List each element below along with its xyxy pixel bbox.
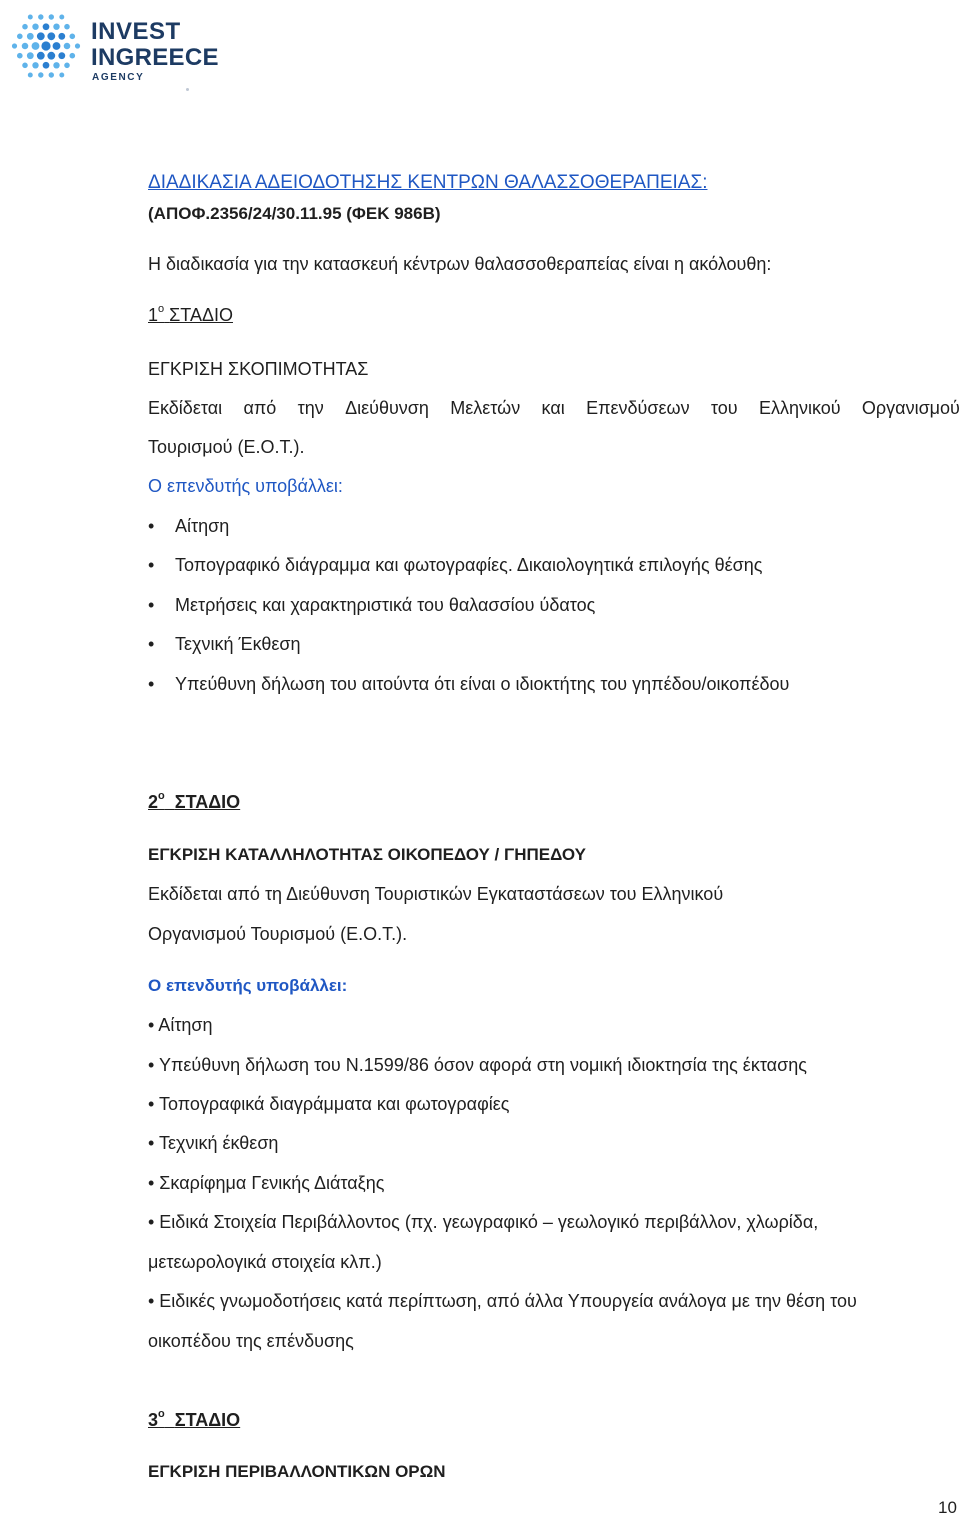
logo-dot-mark — [75, 43, 80, 48]
logo-decor-dot — [186, 88, 189, 91]
stage-1-description-line-1 — [148, 396, 960, 420]
logo-dot-mark — [27, 52, 34, 59]
logo-dot-mark — [37, 32, 45, 40]
stage-1-list-item — [148, 593, 595, 617]
logo-dot-mark — [28, 73, 33, 78]
logo-dot-mark — [59, 15, 64, 20]
list-item-text: Τοπογραφικό διάγραμμα και φωτογραφίες. Δικαιολογητικά επιλογής θέσης — [175, 555, 763, 575]
stage-2-heading — [148, 790, 240, 814]
logo-dot-mark — [69, 53, 75, 59]
list-item-text: Αίτηση — [175, 516, 230, 536]
logo-dot-mark — [53, 24, 59, 30]
logo-dot-mark — [58, 33, 65, 40]
stage-2-list-item: • Ειδικές γνωμοδοτήσεις κατά περίπτωση, από άλλα Υπουργεία ανάλογα με την θέση του — [148, 1291, 857, 1311]
logo-dot-mark — [22, 24, 28, 30]
logo-dot-mark — [64, 24, 70, 30]
logo-dot-mark — [37, 52, 45, 60]
stage-1-list-item — [148, 632, 301, 656]
logo-dot-mark — [59, 73, 64, 78]
stage-2-list-item-continued: μετεωρολογικά στοιχεία κλπ.) — [148, 1252, 382, 1272]
stage-1-heading — [148, 303, 233, 327]
bullet-icon: • — [148, 595, 155, 615]
stage-2-list-item-continued: οικοπέδου της επένδυσης — [148, 1331, 354, 1351]
stage-2-approval-title: ΕΓΚΡΙΣΗ ΚΑΤΑΛΛΗΛΟΤΗΤΑΣ ΟΙΚΟΠΕΔΟΥ / ΓΗΠΕΔΟΥ — [148, 845, 586, 864]
stage-2-list-item: • Σκαρίφημα Γενικής Διάταξης — [148, 1173, 385, 1193]
logo-dot-mark — [64, 63, 70, 69]
stage-3-approval-title: ΕΓΚΡΙΣΗ ΠΕΡΙΒΑΛΛΟΝΤΙΚΩΝ ΟΡΩΝ — [148, 1462, 446, 1481]
logo-text-agency: AGENCY — [92, 72, 145, 83]
stage-2-ordinal: ο — [158, 790, 165, 802]
stage-2-description-line-1: Εκδίδεται από τη Διεύθυνση Τουριστικών Εγκαταστάσεων του Ελληνικού — [148, 884, 724, 904]
logo-dot-mark — [53, 42, 61, 50]
bullet-icon: • — [148, 516, 155, 536]
stage-2-list-item: • Τοπογραφικά διαγράμματα και φωτογραφίες — [148, 1094, 510, 1114]
stage-2-description-line-2: Οργανισμού Τουρισμού (Ε.Ο.Τ.). — [148, 924, 408, 944]
stage-1-number: 1 — [148, 305, 159, 325]
stage-2-number: 2 — [148, 792, 159, 812]
logo-dot-mark — [12, 43, 17, 48]
stage-2-list-item: • Ειδικά Στοιχεία Περιβάλλοντος (πχ. γεωγραφικό – γεωλογικό περιβάλλον, χλωρίδα, — [148, 1212, 819, 1232]
logo-dot-mark — [64, 43, 71, 50]
document-title: ΔΙΑΔΙΚΑΣΙΑ ΑΔΕΙΟΔΟΤΗΣΗΣ ΚΕΝΤΡΩΝ ΘΑΛΑΣΣΟΘΕΡΑΠΕΙΑΣ: — [148, 172, 708, 193]
word: του — [710, 398, 738, 418]
stage-3-ordinal: ο — [158, 1408, 165, 1420]
word: Επενδύσεων — [586, 398, 690, 418]
list-item-text: Τεχνική Έκθεση — [175, 634, 301, 654]
stage-1-label: ΣΤΑΔΙΟ — [169, 305, 233, 325]
logo-dot-mark — [38, 14, 43, 19]
logo-dot-mark — [69, 33, 75, 39]
bullet-icon: • — [148, 634, 155, 654]
stage-3-heading — [148, 1408, 240, 1432]
logo-text-ingreece: INGREECE — [91, 44, 219, 71]
stage-1-list-item — [148, 514, 229, 538]
dot-globe-icon — [8, 6, 88, 90]
stage-1-ordinal: ο — [158, 303, 165, 315]
intro-text: Η διαδικασία για την κατασκευή κέντρων θαλασσοθεραπείας είναι η ακόλουθη: — [148, 254, 772, 274]
stage-1-approval-title: ΕΓΚΡΙΣΗ ΣΚΟΠΙΜΟΤΗΤΑΣ — [148, 359, 369, 379]
logo-dot-mark — [53, 62, 59, 68]
stage-2-list-item: • Αίτηση — [148, 1015, 213, 1035]
bullet-icon: • — [148, 555, 155, 575]
word: Εκδίδεται — [148, 398, 223, 418]
bullet-icon: • — [148, 674, 155, 694]
invest-in-greece-logo — [8, 6, 248, 90]
logo-dot-mark — [49, 14, 54, 19]
logo-dot-mark — [41, 41, 50, 50]
document-decision-ref: (ΑΠΟΦ.2356/24/30.11.95 (ΦΕΚ 986Β) — [148, 204, 441, 223]
list-item-text: Μετρήσεις και χαρακτηριστικά του θαλασσίου ύδατος — [175, 595, 596, 615]
stage-1-investor-submits: Ο επενδυτής υποβάλλει: — [148, 476, 343, 496]
logo-dot-mark — [58, 52, 65, 59]
logo-dot-mark — [28, 15, 33, 20]
stage-1-list-item — [148, 553, 762, 577]
stage-2-investor-submits: Ο επενδυτής υποβάλλει: — [148, 976, 348, 995]
word: Οργανισμού — [861, 398, 960, 418]
logo-dot-mark — [32, 42, 40, 50]
stage-3-number: 3 — [148, 1410, 159, 1430]
logo-dot-mark — [17, 53, 23, 59]
logo-dot-mark — [43, 62, 50, 69]
word: από — [243, 398, 277, 418]
logo-dot-mark — [38, 72, 43, 77]
page-number: 10 — [938, 1498, 957, 1517]
logo-text-invest: INVEST — [91, 18, 181, 45]
logo-dot-mark — [22, 63, 28, 69]
word: την — [297, 398, 324, 418]
word: και — [541, 398, 565, 418]
stage-1-list-item — [148, 672, 789, 696]
logo-dot-mark — [32, 62, 38, 68]
word: Διεύθυνση — [345, 398, 429, 418]
logo-dot-mark — [17, 33, 23, 39]
logo-dot-mark — [49, 72, 54, 77]
logo-dot-mark — [47, 32, 55, 40]
logo-dot-mark — [22, 43, 29, 50]
stage-2-label: ΣΤΑΔΙΟ — [174, 792, 241, 812]
logo-dot-mark — [43, 23, 50, 30]
stage-3-label: ΣΤΑΔΙΟ — [174, 1410, 241, 1430]
word: Ελληνικού — [758, 398, 841, 418]
logo-dot-mark — [47, 52, 55, 60]
logo-dot-mark — [27, 33, 34, 40]
stage-2-list-item: • Υπεύθυνη δήλωση του Ν.1599/86 όσον αφορά στη νομική ιδιοκτησία της έκτασης — [148, 1055, 807, 1075]
stage-2-list-item: • Τεχνική έκθεση — [148, 1133, 279, 1153]
logo-dot-mark — [32, 24, 38, 30]
word: Μελετών — [450, 398, 521, 418]
stage-1-description-line-2: Τουρισμού (Ε.Ο.Τ.). — [148, 437, 305, 457]
list-item-text: Υπεύθυνη δήλωση του αιτούντα ότι είναι ο ιδιοκτήτης του γηπέδου/οικοπέδου — [175, 674, 790, 694]
